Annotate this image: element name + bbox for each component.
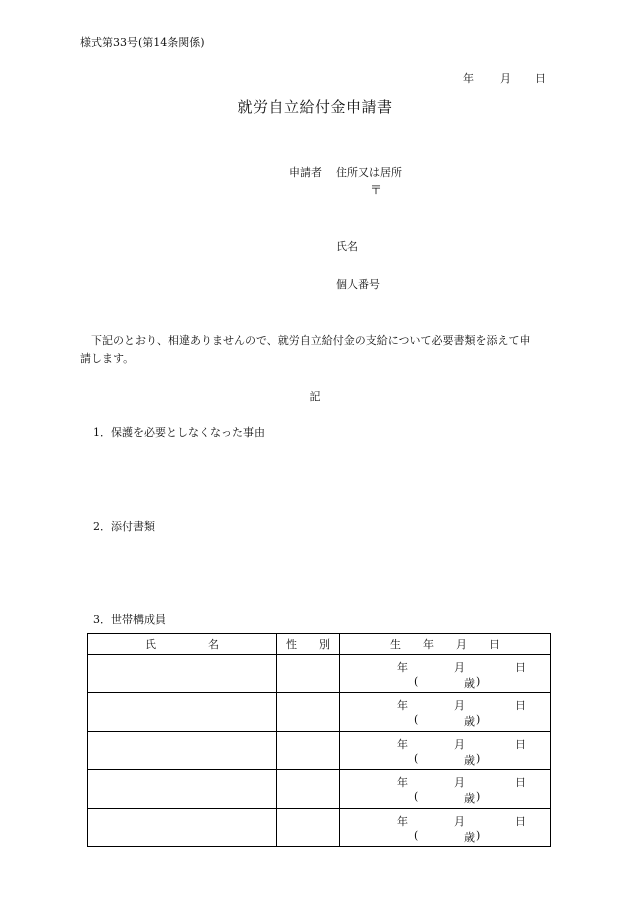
member-name-cell[interactable]: [88, 693, 277, 731]
age-paren-close: ): [476, 751, 481, 765]
dob-year-label: 年: [397, 661, 408, 674]
age-label: 歳: [464, 830, 475, 844]
table-row: [88, 770, 551, 808]
document-title: 就労自立給付金申請書: [237, 98, 393, 116]
address-label: 住所又は居所: [336, 166, 402, 179]
postal-mark: 〒: [370, 183, 383, 197]
item-household-members: 3．世帯構成員: [93, 613, 166, 626]
name-label: 氏名: [336, 240, 358, 253]
age-label: 歳: [464, 677, 475, 690]
member-name-cell[interactable]: [88, 770, 277, 808]
dob-day-label: 日: [515, 661, 526, 674]
age-paren-close: ): [476, 675, 481, 688]
age-paren-close: ): [476, 828, 481, 842]
member-dob-cell[interactable]: [340, 770, 551, 808]
member-sex-cell[interactable]: [277, 770, 340, 808]
age-paren-open: (: [414, 751, 419, 765]
ki-heading: 記: [309, 390, 321, 403]
form-number: 様式第33号(第14条関係): [80, 36, 205, 49]
member-sex-cell[interactable]: [277, 731, 340, 769]
dob-month-label: 月: [454, 814, 465, 828]
dob-year-label: 年: [397, 737, 408, 751]
date-year: 年: [463, 72, 474, 85]
item-attachments: 2．添付書類: [93, 520, 155, 533]
my-number-label: 個人番号: [336, 278, 380, 291]
age-paren-open: (: [414, 828, 419, 842]
dob-month-label: 月: [454, 699, 465, 713]
dob-month-label: 月: [454, 737, 465, 751]
dob-year-label: 年: [397, 699, 408, 713]
table-row: [88, 731, 551, 769]
dob-year-label: 年: [397, 776, 408, 790]
item-reason: 1．保護を必要としなくなった事由: [93, 426, 265, 439]
dob-month-label: 月: [454, 776, 465, 790]
member-dob-cell[interactable]: [340, 808, 551, 846]
dob-day-label: 日: [515, 814, 526, 828]
age-paren-open: (: [414, 675, 419, 688]
header-sex: 性 別: [277, 634, 340, 655]
age-paren-close: ): [476, 790, 481, 804]
member-name-cell[interactable]: [88, 655, 277, 693]
dob-month-label: 月: [454, 661, 465, 674]
member-dob-cell[interactable]: [340, 693, 551, 731]
dob-day-label: 日: [515, 776, 526, 790]
age-label: 歳: [464, 792, 475, 806]
date-day: 日: [535, 72, 546, 85]
member-sex-cell[interactable]: [277, 808, 340, 846]
dob-year-label: 年: [397, 814, 408, 828]
date-month: 月: [500, 72, 511, 85]
member-dob-cell[interactable]: [340, 655, 551, 693]
table-row: [88, 693, 551, 731]
member-name-cell[interactable]: [88, 731, 277, 769]
member-sex-cell[interactable]: [277, 655, 340, 693]
table-row: [88, 808, 551, 846]
table-header-row: [88, 634, 551, 655]
member-dob-cell[interactable]: [340, 731, 551, 769]
applicant-label: 申請者: [289, 166, 322, 179]
header-dob: 生 年 月 日: [340, 634, 551, 655]
body-text: 下記のとおり、相違ありませんので、就労自立給付金の支給について必要書類を添えて申請します。: [80, 334, 531, 365]
header-name: 氏 名: [88, 634, 277, 655]
age-paren-close: ): [476, 713, 481, 727]
age-label: 歳: [464, 715, 475, 729]
age-paren-open: (: [414, 713, 419, 727]
age-label: 歳: [464, 753, 475, 767]
household-members-table: [87, 633, 551, 847]
application-date: [463, 70, 546, 86]
table-row: [88, 655, 551, 693]
member-sex-cell[interactable]: [277, 693, 340, 731]
dob-day-label: 日: [515, 737, 526, 751]
age-paren-open: (: [414, 790, 419, 804]
member-name-cell[interactable]: [88, 808, 277, 846]
dob-day-label: 日: [515, 699, 526, 713]
